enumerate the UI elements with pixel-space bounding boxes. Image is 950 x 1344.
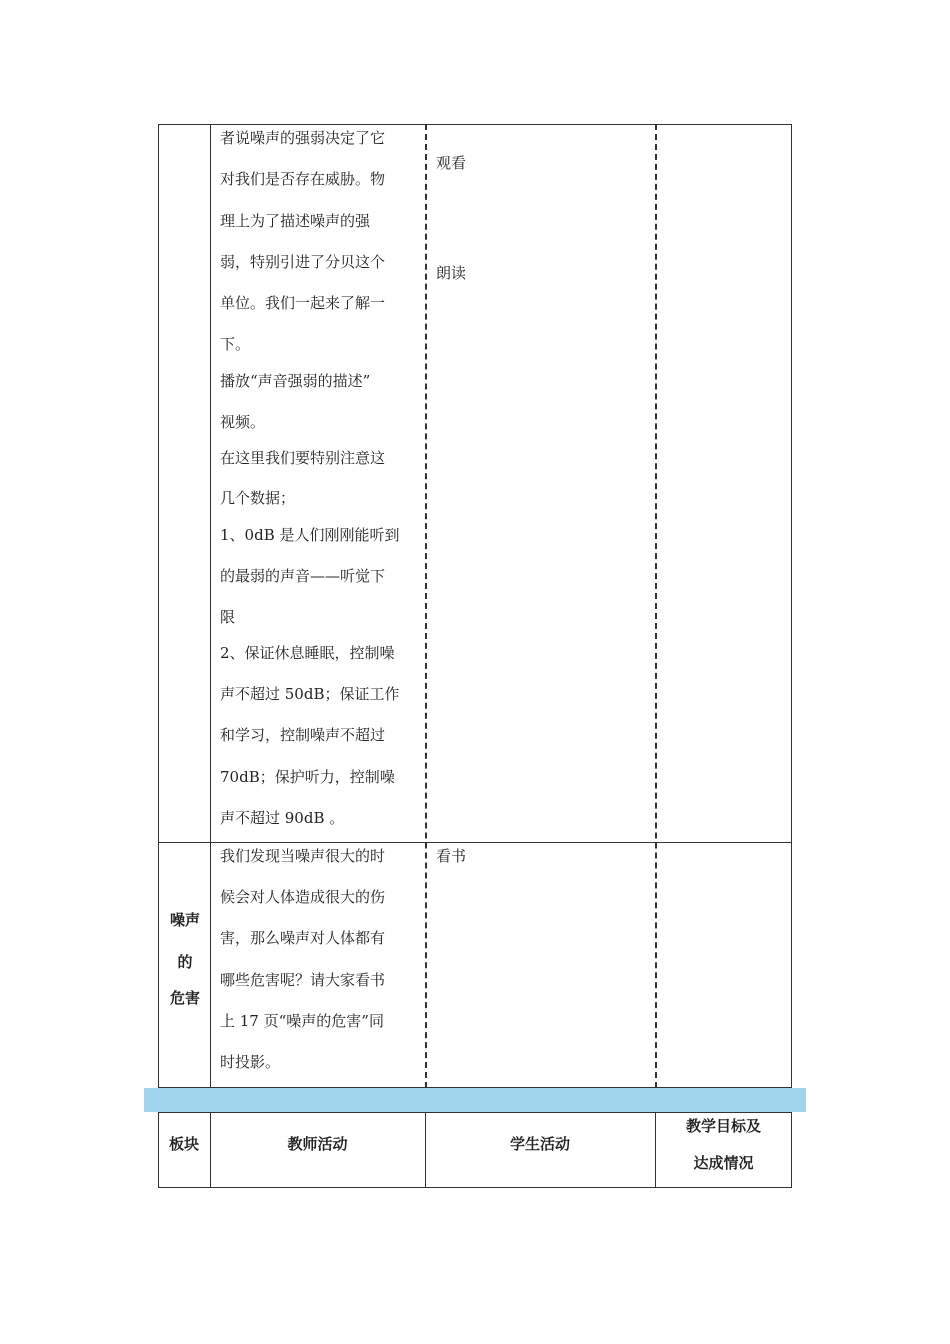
text-line: 的最弱的声音——听觉下 — [220, 567, 386, 585]
text-line: 理上为了描述噪声的强 — [220, 212, 371, 230]
col-divider-2 — [425, 124, 427, 1088]
section-line: 危害 — [169, 989, 200, 1007]
text-line: 声不超过 90dB 。 — [220, 809, 345, 827]
text-line: 哪些危害呢？请大家看书 — [220, 971, 386, 989]
text-line: 对我们是否存在威胁。物 — [220, 170, 386, 188]
header-teacher: 教师活动 — [287, 1135, 348, 1153]
header-block: 板块 — [168, 1135, 199, 1153]
text-line: 我们发现当噪声很大的时 — [220, 847, 386, 865]
header-goal-line2: 达成情况 — [693, 1154, 754, 1172]
text-line: 上 17 页“噪声的危害”同 — [220, 1012, 384, 1030]
header-student: 学生活动 — [509, 1135, 570, 1153]
text-line: 几个数据； — [220, 489, 296, 507]
text-line: 弱，特别引进了分贝这个 — [220, 253, 386, 271]
header-goal-line1: 教学目标及 — [685, 1117, 761, 1135]
text-line: 1、0dB 是人们刚刚能听到 — [220, 526, 400, 544]
col-divider-3 — [655, 124, 657, 1088]
text-line: 下。 — [220, 335, 251, 353]
text-line: 时投影。 — [220, 1053, 281, 1071]
text-line: 和学习，控制噪声不超过 — [220, 726, 386, 744]
section-line: 噪声 — [169, 911, 200, 929]
row-divider — [158, 842, 792, 843]
separator-band — [144, 1088, 806, 1112]
text-line: 单位。我们一起来了解一 — [220, 294, 386, 312]
section-line: 的 — [177, 953, 193, 971]
text-line: 看书 — [436, 847, 467, 865]
col-divider-1 — [210, 124, 211, 1088]
text-line: 70dB；保护听力，控制噪 — [220, 768, 395, 786]
text-line: 害，那么噪声对人体都有 — [220, 929, 386, 947]
text-line: 视频。 — [220, 413, 266, 431]
text-line: 朗读 — [436, 264, 467, 282]
text-line: 2、保证休息睡眠，控制噪 — [220, 644, 395, 662]
text-line: 在这里我们要特别注意这 — [220, 449, 386, 467]
text-line: 限 — [220, 608, 236, 626]
text-line: 者说噪声的强弱决定了它 — [220, 129, 386, 147]
text-line: 播放“声音强弱的描述” — [220, 372, 371, 390]
text-line: 声不超过 50dB；保证工作 — [220, 685, 400, 703]
text-line: 观看 — [436, 154, 467, 172]
text-line: 候会对人体造成很大的伤 — [220, 888, 386, 906]
